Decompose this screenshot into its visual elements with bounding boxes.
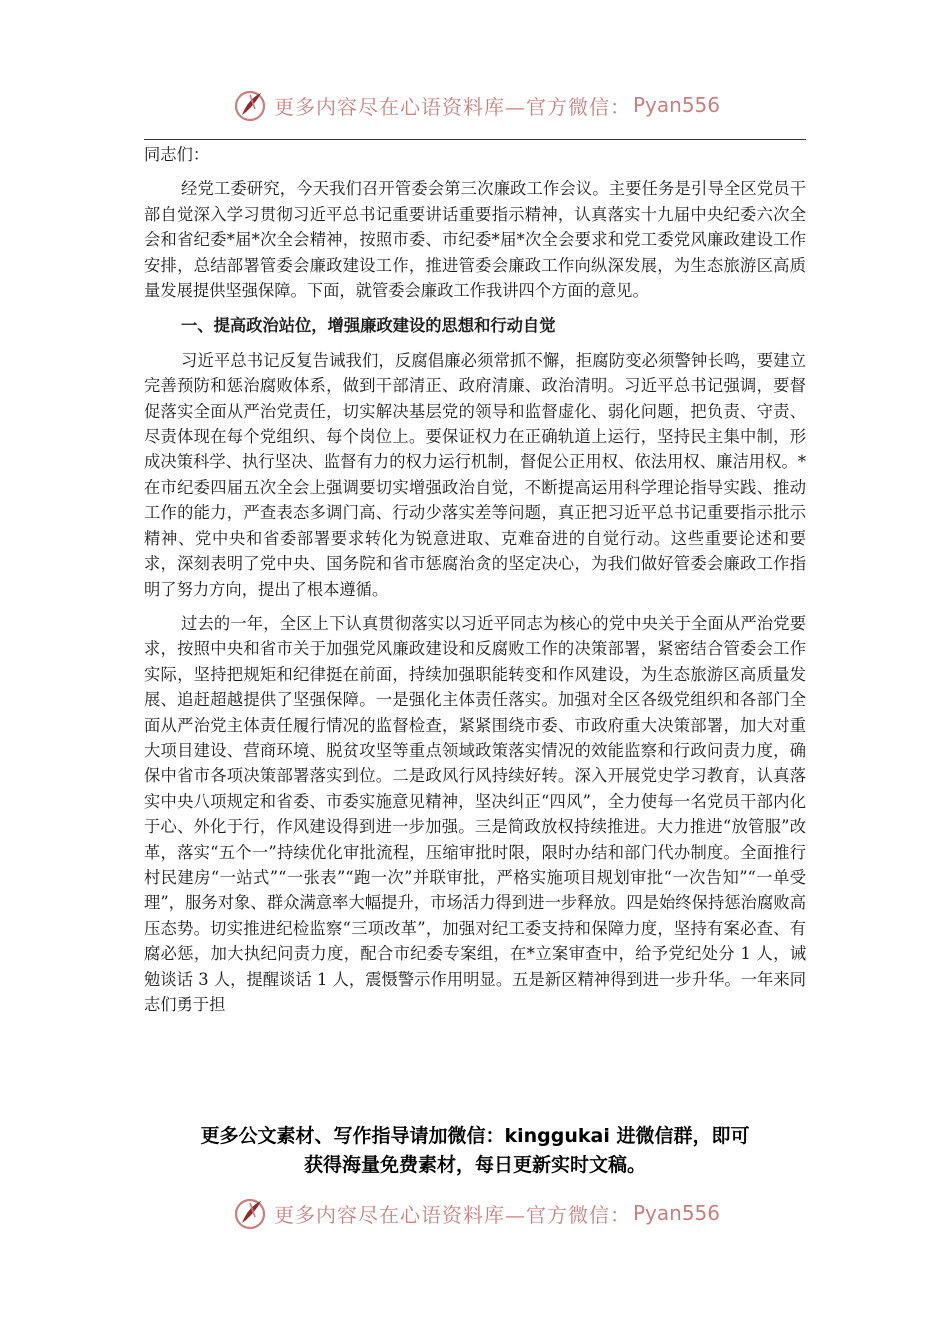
promo-line-2: 获得海量免费素材，每日更新实时文稿。 (303, 1154, 646, 1176)
document-body (144, 142, 806, 1017)
logo-icon (230, 1193, 270, 1233)
intro-paragraph: 经党工委研究，今天我们召开管委会第三次廉政工作会议。主要任务是引导全区党员干部自觉深入学习贯彻习近平总书记重要讲话重要指示精神，认真落实十九届中央纪委六次全会和省纪委*届*次全会精神，按照市委、市纪委*届*次全会要求和党工委党风廉政建设工作安排，总结部署管委会廉政建设工作，推进管委会廉政工作向纵深发展，为生态旅游区高质量发展提供坚强保障。下面，就管委会廉政工作我讲四个方面的意见。 (144, 179, 806, 301)
footer-banner-text: 更多内容尽在心语资料库—官方微信： (273, 1202, 631, 1227)
salutation: 同志们： (144, 145, 210, 164)
header-banner (0, 80, 950, 130)
footer-banner (0, 1188, 950, 1238)
body-paragraph-1: 习近平总书记反复告诫我们，反腐倡廉必须常抓不懈，拒腐防变必须警钟长鸣，要建立完善预防和惩治腐败体系，做到干部清正、政府清廉、政治清明。习近平总书记强调，要督促落实全面从严治党责任，切实解决基层党的领导和监督虚化、弱化问题，把负责、守责、尽责体现在每个党组织、每个岗位上。要保证权力在正确轨道上运行，坚持民主集中制，形成决策科学、执行坚决、监督有力的权力运行机制，督促公正用权、依法用权、廉洁用权。*在市纪委四届五次全会上强调要切实增强政治自觉，不断提高运用科学理论指导实践、推动工作的能力，严查表态多调门高、行动少落实差等问题，真正把习近平总书记重要指示批示精神、党中央和省委部署要求转化为锐意进取、克难奋进的自觉行动。这些重要论述和要求，深刻表明了党中央、国务院和省市惩腐治贪的坚定决心，为我们做好管委会廉政工作指明了努力方向，提出了根本遵循。 (144, 350, 806, 599)
header-banner-text: 更多内容尽在心语资料库—官方微信： (273, 94, 631, 119)
logo-icon (230, 85, 270, 125)
section-heading-1: 一、提高政治站位，增强廉政建设的思想和行动自觉 (181, 316, 556, 336)
header-divider (144, 139, 806, 140)
promo-line-1: 更多公文素材、写作指导请加微信：kinggukai 进微信群，即可 (200, 1125, 750, 1147)
footer-banner-wechat: Pyan556 (632, 1201, 720, 1225)
promo-notice (0, 1122, 950, 1180)
body-paragraph-2: 过去的一年，全区上下认真贯彻落实以习近平同志为核心的党中央关于全面从严治党要求，按照中央和省市关于加强党风廉政建设和反腐败工作的决策部署，紧密结合管委会工作实际，坚持把规矩和纪律挺在前面，持续加强职能转变和作风建设，为生态旅游区高质量发展、追赶超越提供了坚强保障。一是强化主体责任落实。加强对全区各级党组织和各部门全面从严治党主体责任履行情况的监督检查，紧紧围绕市委、市政府重大决策部署，加大对重大项目建设、营商环境、脱贫攻坚等重点领域政策落实情况的效能监察和行政问责力度，确保中省市各项决策部署落实到位。二是政风行风持续好转。深入开展党史学习教育，认真落实中央八项规定和省委、市委实施意见精神，坚决纠正“四风”，全力使每一名党员干部内化于心、外化于行，作风建设得到进一步加强。三是简政放权持续推进。大力推进“放管服”改革，落实“五个一”持续优化审批流程，压缩审批时限，限时办结和部门代办制度。全面推行村民建房“一站式”“一张表”“跑一次”并联审批，严格实施项目规划审批“一次告知”“一单受理”，服务对象、群众满意率大幅提升，市场活力得到进一步释放。四是始终保持惩治腐败高压态势。切实推进纪检监察“三项改革”，加强对纪工委支持和保障力度，坚持有案必查、有腐必惩，加大执纪问责力度，配合市纪委专案组，在*立案审查中，给予党纪处分 1 人，诫勉谈话 3 人，提醒谈话 1 人，震慑警示作用明显。五是新区精神得到进一步升华。一年来同志们勇于担 (144, 613, 806, 1014)
header-banner-wechat: Pyan556 (632, 93, 720, 117)
